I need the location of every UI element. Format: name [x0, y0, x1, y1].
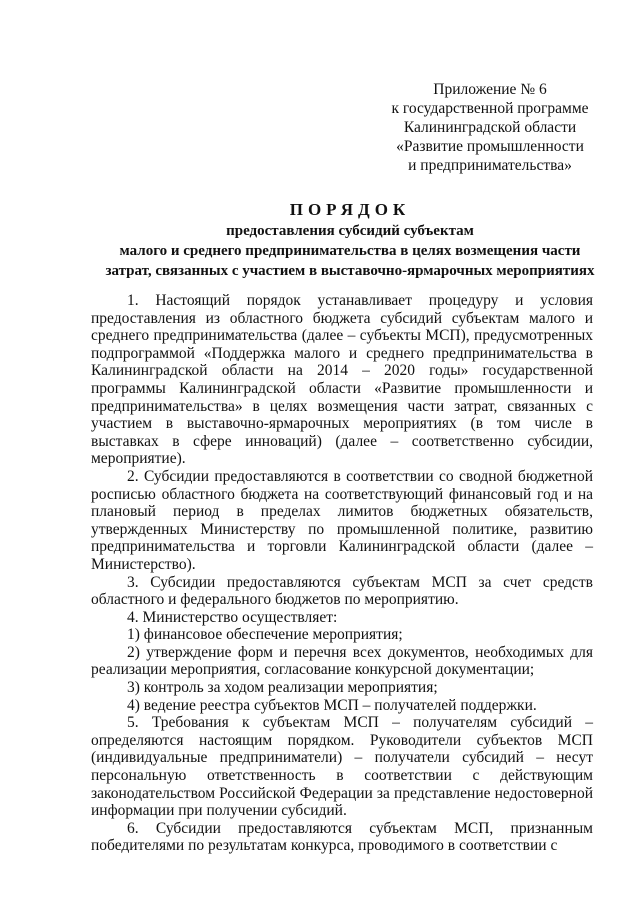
- paragraph-2: 2. Субсидии предоставляются в соответствии со сводной бюджетной росписью областного бюджета на соответствующий финансовый год и на плановый период в пределах лимитов бюджетных обязательств, утвержденных Министерству по промышленной политике, развитию предпринимательства и торговли Калининградской области (далее – Министерство).: [91, 467, 593, 573]
- document-title: ПОРЯДОК: [289, 200, 411, 219]
- paragraph-1: 1. Настоящий порядок устанавливает процедуру и условия предоставления из областного бюджета субсидий субъектам малого и среднего предпринимательства (далее – субъекты МСП), предусмотренных подпрограммой «Поддержка малого и среднего предпринимательства в Калининградской области на 2014 – 2020 годы» государственной программы Калининградской области «Развитие промышленности и предпринимательства» в целях возмещения части затрат, связанных с участием в выставочно-ярмарочных мероприятиях (в том числе в выставках в сфере инноваций) (далее – соответственно субсидии, мероприятие).: [91, 292, 593, 468]
- appendix-header: [376, 80, 604, 175]
- subtitle-line: малого и среднего предпринимательства в целях возмещения части: [119, 243, 581, 259]
- list-item: 3) контроль за ходом реализации мероприятия;: [127, 679, 438, 697]
- list-item: 4) ведение реестра субъектов МСП – получателей поддержки.: [127, 696, 537, 714]
- appendix-line: Приложение № 6: [433, 81, 547, 98]
- paragraph-3: 3. Субсидии предоставляются субъектам МСП за счет средств областного и федерального бюджетов по мероприятию.: [91, 573, 593, 609]
- paragraph-4: 4. Министерство осуществляет:: [127, 608, 338, 626]
- appendix-line: и предпринимательства»: [408, 157, 572, 174]
- appendix-line: к государственной программе: [391, 100, 589, 117]
- appendix-line: Калининградской области: [403, 119, 577, 136]
- subtitle-line: затрат, связанных с участием в выставочно-ярмарочных мероприятиях: [105, 263, 595, 279]
- list-item: 2) утверждение форм и перечня всех документов, необходимых для реализации мероприятия, согласование конкурсной документации;: [91, 643, 593, 679]
- title-block: [90, 199, 610, 281]
- list-item: 1) финансовое обеспечение мероприятия;: [127, 626, 403, 644]
- appendix-line: «Развитие промышленности: [396, 138, 584, 155]
- paragraph-5: 5. Требования к субъектам МСП – получателям субсидий – определяются настоящим порядком. Руководители субъектов МСП (индивидуальные предприниматели) – получатели субсидий – несут персональную ответственность в соответствии с действующим законодательством Российской Федерации за представление недостоверной информации при получении субсидий.: [91, 714, 593, 820]
- subtitle-line: предоставления субсидий субъектам: [226, 223, 474, 239]
- paragraph-6: 6. Субсидии предоставляются субъектам МСП, признанным победителями по результатам конкурса, проводимого в соответствии с: [91, 819, 593, 855]
- document-body: [91, 292, 593, 855]
